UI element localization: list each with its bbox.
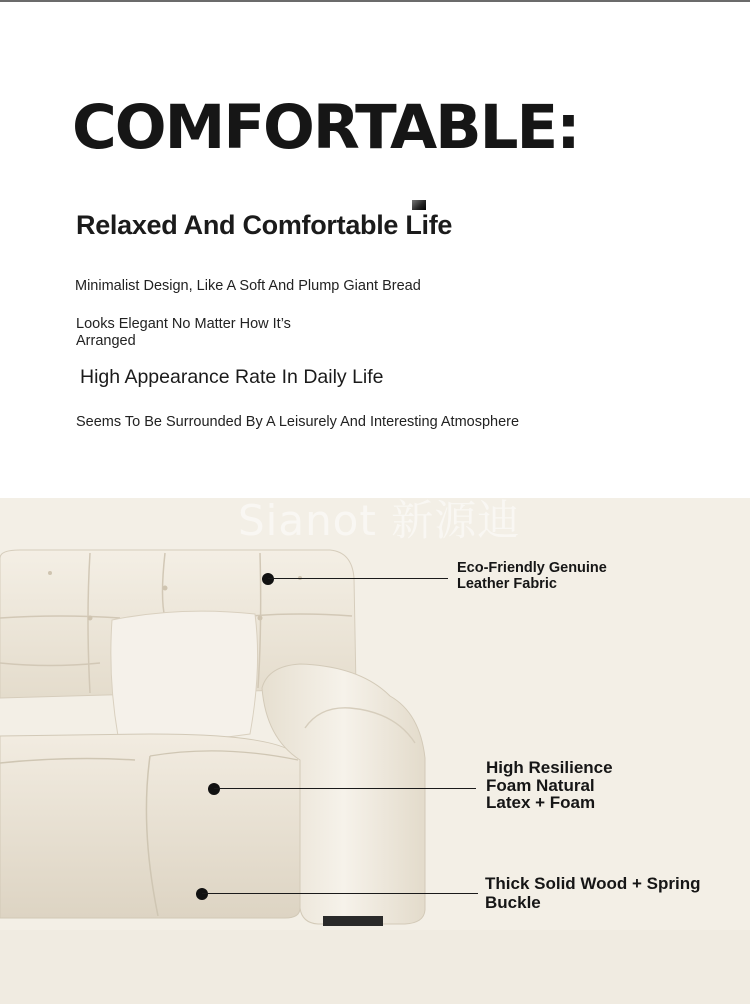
- sofa-photo: [0, 498, 750, 1004]
- callout-line-foam: [214, 788, 476, 789]
- feature-text-2: [76, 316, 291, 350]
- section-subtitle: Relaxed And Comfortable Life: [76, 210, 453, 240]
- callout-leather-line-1: Eco-Friendly Genuine: [457, 560, 607, 576]
- callout-foam-line-1: High Resilience: [486, 758, 613, 777]
- cube-icon: [412, 200, 426, 210]
- brand-watermark: Sianot 新源迪: [238, 496, 521, 545]
- callout-foam-line-3: Latex + Foam: [486, 793, 596, 812]
- callout-frame: [485, 874, 701, 912]
- callout-leather: [457, 560, 607, 592]
- feature-text-2-line-1: Looks Elegant No Matter How It’s: [76, 316, 291, 332]
- callout-line-leather: [268, 578, 448, 579]
- page-title: COMFORTABLE:: [72, 92, 579, 163]
- top-divider: [0, 0, 750, 2]
- callout-frame-line-2: Buckle: [485, 893, 541, 912]
- callout-foam-line-2: Foam Natural: [486, 775, 595, 795]
- callout-line-frame: [202, 893, 478, 894]
- feature-text-1: Minimalist Design, Like A Soft And Plump Giant Bread: [75, 278, 421, 294]
- feature-highlight: High Appearance Rate In Daily Life: [80, 366, 384, 388]
- callout-foam: [486, 759, 613, 812]
- callout-leather-line-2: Leather Fabric: [457, 576, 557, 592]
- feature-text-3: Seems To Be Surrounded By A Leisurely And Interesting Atmosphere: [76, 414, 520, 430]
- sofa-illustration: [0, 498, 750, 1004]
- feature-text-2-line-2: Arranged: [76, 333, 136, 349]
- callout-frame-line-1: Thick Solid Wood + Spring: [485, 874, 701, 893]
